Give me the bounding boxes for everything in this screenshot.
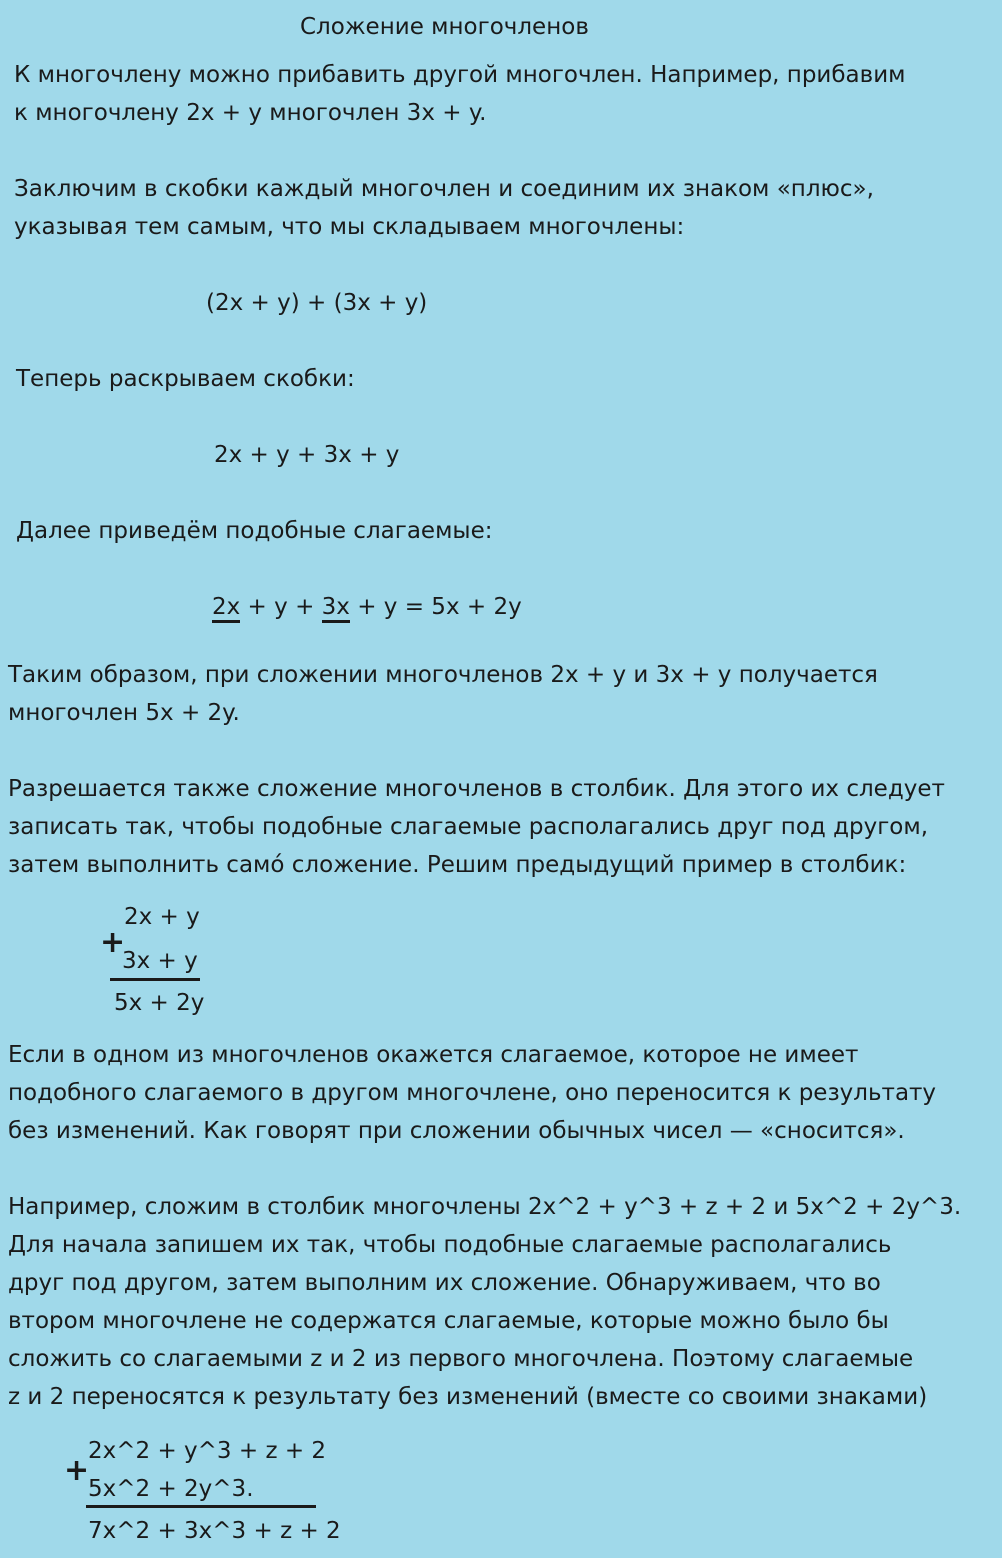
paragraph-line: друг под другом, затем выполним их сложение. Обнаруживаем, что во	[8, 1270, 881, 1296]
column1-row2: 3x + y	[122, 948, 198, 974]
paragraph-line: Если в одном из многочленов окажется слагаемое, которое не имеет	[8, 1042, 859, 1068]
plus-sign: +	[100, 925, 126, 960]
formula-expanded: 2x + y + 3x + y	[214, 442, 400, 468]
column1-result: 5x + 2y	[114, 990, 205, 1016]
paragraph-line: записать так, чтобы подобные слагаемые располагались друг под другом,	[8, 814, 929, 840]
paragraph-line: к многочлену 2x + y многочлен 3x + y.	[14, 100, 487, 126]
paragraph-line: Например, сложим в столбик многочлены 2x^2 + y^3 + z + 2 и 5x^2 + 2y^3.	[8, 1194, 962, 1220]
paragraph-line: многочлен 5x + 2y.	[8, 700, 240, 726]
paragraph-line: Теперь раскрываем скобки:	[16, 366, 355, 392]
sum-line	[86, 1505, 316, 1508]
paragraph-line: подобного слагаемого в другом многочлене, оно переносится к результату	[8, 1080, 937, 1106]
paragraph-line: Для начала запишем их так, чтобы подобные слагаемые располагались	[8, 1232, 892, 1258]
paragraph-line: сложить со слагаемыми z и 2 из первого многочлена. Поэтому слагаемые	[8, 1346, 914, 1372]
column2-row2: 5x^2 + 2y^3.	[88, 1476, 254, 1502]
paragraph-line: Далее приведём подобные слагаемые:	[16, 518, 493, 544]
paragraph-line: Разрешается также сложение многочленов в столбик. Для этого их следует	[8, 776, 945, 802]
formula-brackets: (2x + y) + (3x + y)	[206, 290, 428, 316]
plus-sign: +	[64, 1453, 90, 1488]
formula-part: + y = 5x + 2y	[349, 594, 522, 620]
paragraph-line: Таким образом, при сложении многочленов 2x + y и 3x + y получается	[8, 662, 878, 688]
formula-part: + y +	[240, 594, 322, 620]
page-title: Сложение многочленов	[300, 14, 589, 40]
underlined-term: 2x	[212, 594, 240, 623]
formula-similar-terms	[212, 588, 522, 626]
paragraph-line: К многочлену можно прибавить другой многочлен. Например, прибавим	[14, 62, 906, 88]
paragraph-line: Заключим в скобки каждый многочлен и соединим их знаком «плюс»,	[14, 176, 874, 202]
column2-row1: 2x^2 + y^3 + z + 2	[88, 1438, 327, 1464]
sum-line	[110, 978, 200, 981]
paragraph-line: втором многочлене не содержатся слагаемые, которые можно было бы	[8, 1308, 889, 1334]
column1-row1: 2x + y	[124, 904, 200, 930]
paragraph-line: z и 2 переносятся к результату без изменений (вместе со своими знаками)	[8, 1384, 928, 1410]
underlined-term: 3x	[322, 594, 350, 623]
paragraph-line: без изменений. Как говорят при сложении обычных чисел — «сносится».	[8, 1118, 905, 1144]
paragraph-line: затем выполнить само́ сложение. Решим предыдущий пример в столбик:	[8, 852, 907, 878]
paragraph-line: указывая тем самым, что мы складываем многочлены:	[14, 214, 685, 240]
column2-result: 7x^2 + 3x^3 + z + 2	[88, 1518, 341, 1544]
